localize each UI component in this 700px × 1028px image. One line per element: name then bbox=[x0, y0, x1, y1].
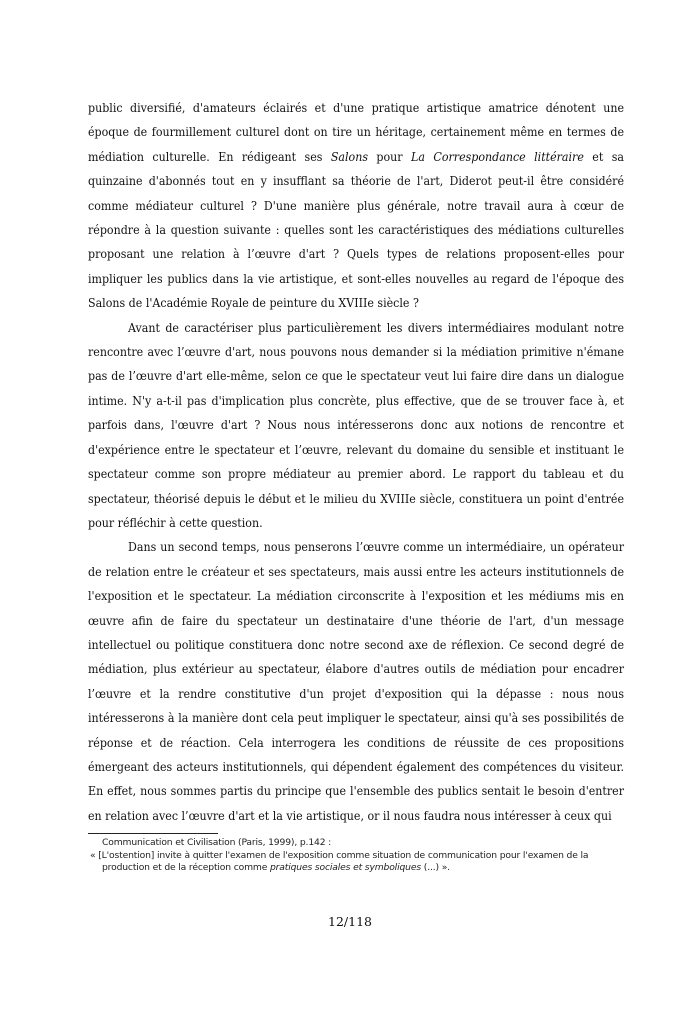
paragraph-1-part-c: et sa quinzaine d'abonnés tout en y insufflant sa théorie de l'art, Diderot peut-il être considéré comme médiateur culturel ? D'une manière plus générale, notre travail aura à cœur de répondre à la question suivante : quelles sont les caractéristiques des médiations culturelles proposant une relation à l’œuvre d'art ? Quels types de relations proposent-elles pour impliquer les publics dans la vie artistique, et sont-elles nouvelles au regard de l'époque des Salons de l'Académie Royale de peinture du XVIIIe siècle ? bbox=[88, 149, 624, 311]
footnote-line-2-part-a: « [L'ostention] invite à quitter l'examen de l'exposition comme situation de communication pour l'examen de la production et de la réception comme bbox=[90, 849, 589, 873]
page-number: 12/118 bbox=[328, 914, 372, 929]
footnote-line-1: Communication et Civilisation (Paris, 1999), p.142 : bbox=[102, 837, 332, 848]
footnote-line-2-part-b: (...) ». bbox=[420, 862, 450, 873]
document-body bbox=[88, 96, 624, 828]
footnote-italic: pratiques sociales et symboliques bbox=[269, 862, 421, 873]
salons-title: Salons bbox=[330, 149, 369, 164]
paragraph-2: Avant de caractériser plus particulièrement les divers intermédiaires modulant notre rencontre avec l’œuvre d'art, nous pouvons nous demander si la médiation primitive n'émane pas de l’œuvre d'art elle-même, selon ce que le spectateur veut lui faire dire dans un dialogue intime. N'y a-t-il pas d'implication plus concrète, plus effective, que de se trouver face à, et parfois dans, l'œuvre d'art ? Nous nous intéresserons donc aux notions de rencontre et d'expérience entre le spectateur et l’œuvre, relevant du domaine du sensible et instituant le spectateur comme son propre médiateur au premier abord. Le rapport du tableau et du spectateur, théorisé depuis le début et le milieu du XVIIIe siècle, constituera un point d'entrée pour réfléchir à cette question. bbox=[88, 320, 624, 530]
paragraph-1-part-b: pour bbox=[368, 149, 412, 164]
correspondance-title: La Correspondance littéraire bbox=[411, 149, 584, 164]
footnote-line-2 bbox=[88, 850, 628, 875]
paragraph-1-part-a: public diversifié, d'amateurs éclairés et d'une pratique artistique amatrice dénotent une époque de fourmillement culturel dont on tire un héritage, certainement même en termes de médiation culturelle. En rédigeant ses bbox=[88, 101, 624, 164]
footnote-separator bbox=[88, 833, 218, 834]
paragraph-3: Dans un second temps, nous penserons l’œuvre comme un intermédiaire, un opérateur de relation entre le créateur et ses spectateurs, mais aussi entre les acteurs institutionnels de l'exposition et le spectateur. La médiation circonscrite à l'exposition et les médiums mis en œuvre afin de faire du spectateur un destinataire d'une théorie de l'art, d'un message intellectuel ou politique constituera donc notre second axe de réflexion. Ce second degré de médiation, plus extérieur au spectateur, élabore d'autres outils de médiation pour encadrer l’œuvre et la rendre constitutive d'un projet d'exposition qui la dépasse : nous nous intéresserons à la manière dont cela peut impliquer le spectateur, ainsi qu'à ses possibilités de réponse et de réaction. Cela interrogera les conditions de réussite de ces propositions émergeant des acteurs institutionnels, qui dépendent également des compétences du visiteur. En effet, nous sommes partis du principe que l'ensemble des publics sentait le besoin d'entrer en relation avec l’œuvre d'art et la vie artistique, or il nous faudra nous intéresser à ceux qui bbox=[88, 540, 624, 823]
paragraph-1 bbox=[88, 96, 624, 316]
footnotes bbox=[88, 837, 628, 875]
